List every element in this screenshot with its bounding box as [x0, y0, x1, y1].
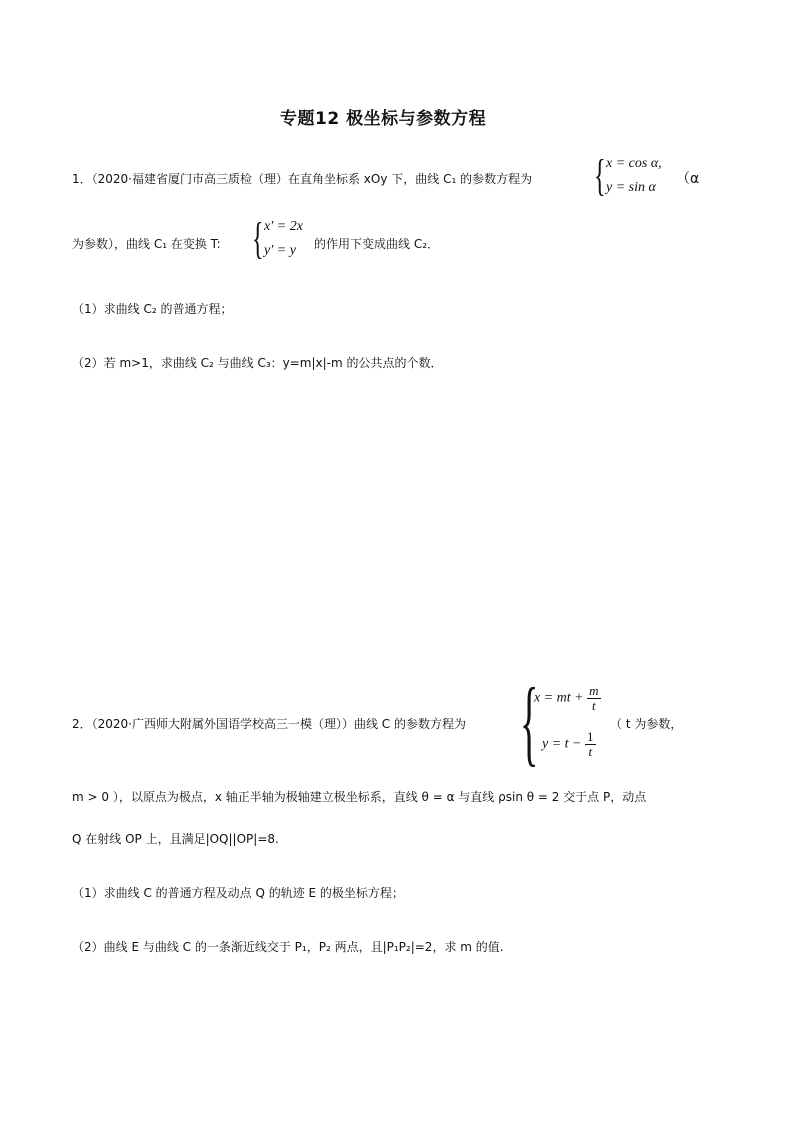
- q1-stem-line1: 1．（2020·福建省厦门市高三质检（理）在直角坐标系 xOy 下，曲线 C₁ 的参数方程为: [72, 172, 533, 186]
- q1-system1-row2: y = sin α: [606, 180, 656, 195]
- q1-system2-row1: x′ = 2x: [264, 219, 303, 234]
- q1-stem-line2-post: 的作用下变成曲线 C₂．: [314, 237, 440, 251]
- q2-row2-fraction: [585, 730, 596, 759]
- q2-part2: （2）曲线 E 与曲线 C 的一条渐近线交于 P₁，P₂ 两点，且|P₁P₂|=2，求 m 的值.: [72, 940, 504, 954]
- q2-stem-line1: 2．（2020·广西师大附属外国语学校高三一模（理））曲线 C 的参数方程为: [72, 717, 466, 731]
- q1-part2: （2）若 m>1，求曲线 C₂ 与曲线 C₃：y=m|x|-m 的公共点的个数．: [72, 356, 443, 370]
- q1-system1-brace: {: [594, 151, 606, 200]
- q2-after-system: （ t 为参数，: [610, 717, 683, 731]
- q2-row1-num: m: [589, 683, 599, 698]
- q2-system-row1: [534, 684, 601, 713]
- q2-row1-expr: x = mt +: [534, 690, 584, 706]
- q2-system-row2: [542, 730, 596, 759]
- q2-row2-expr: y = t −: [542, 736, 582, 752]
- q1-after-system1: （α: [676, 171, 700, 187]
- q2-stem-line3: Q 在射线 OP 上，且满足|OQ||OP|=8.: [72, 832, 279, 846]
- q1-system1-row1: x = cos α,: [606, 156, 662, 171]
- q2-row1-den: t: [591, 698, 596, 713]
- q1-stem-line2-pre: 为参数），曲线 C₁ 在变换 T:: [72, 237, 221, 251]
- q2-stem-line2: m > 0 ），以原点为极点，x 轴正半轴为极轴建立极坐标系，直线 θ = α 与直线 ρsin θ = 2 交于点 P，动点: [72, 790, 647, 804]
- q1-system2-row2: y′ = y: [264, 243, 296, 258]
- q2-row1-fraction: [587, 684, 600, 713]
- q1-part1: （1）求曲线 C₂ 的普通方程；: [72, 302, 233, 316]
- q1-system2-brace: {: [252, 214, 264, 263]
- q2-system-brace: {: [520, 668, 539, 775]
- q2-row2-den: t: [588, 744, 593, 759]
- q2-part1: （1）求曲线 C 的普通方程及动点 Q 的轨迹 E 的极坐标方程；: [72, 886, 404, 900]
- q2-row2-num: 1: [587, 729, 594, 744]
- page-title: 专题12 极坐标与参数方程: [280, 109, 487, 129]
